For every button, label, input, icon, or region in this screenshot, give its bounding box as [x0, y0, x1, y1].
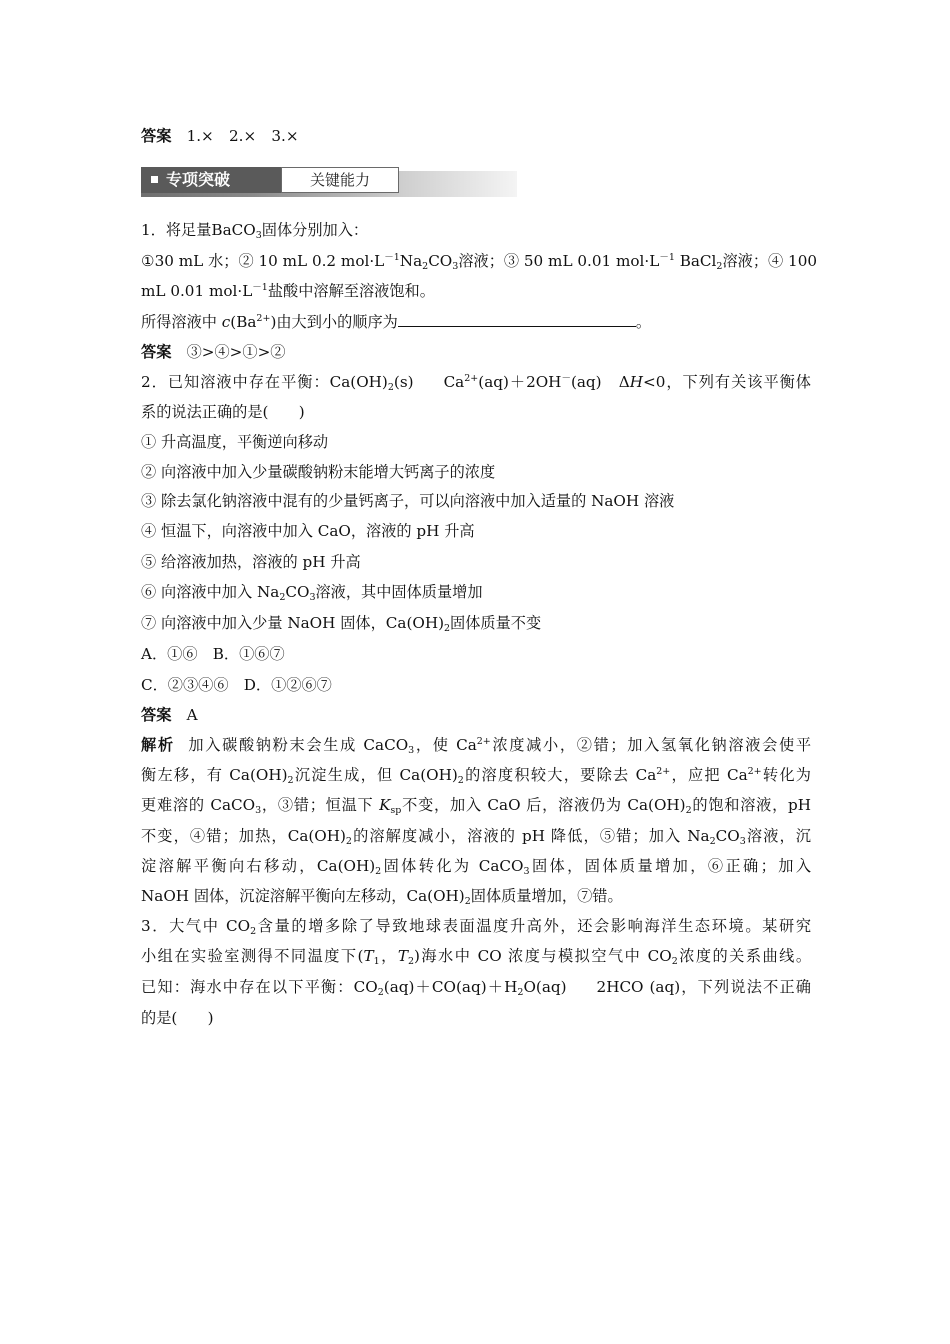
answer-line-0	[141, 126, 811, 146]
q2-choices-cd: C．②③④⑥ D．①②⑥⑦	[141, 676, 332, 694]
square-bullet-icon	[151, 176, 158, 183]
q2-explanation-1: 解析 加入碳酸钠粉末会生成 CaCO$_3$，使 $Ca^{2+}$浓度减小，②错；加入氢氧化钠溶液会使平	[141, 736, 812, 756]
q2-option-4: ④ 恒温下，向溶液中加入 CaO，溶液的 pH 升高	[141, 522, 475, 540]
answer-text: 1.× 2.× 3.×	[186, 127, 299, 145]
q2-option-3: ③ 除去氯化钠溶液中混有的少量钙离子，可以向溶液中加入适量的 NaOH 溶液	[141, 492, 675, 510]
q3-line-1: 3．大气中 $CO_2$含量的增多除了导致地球表面温度升高外，还会影响海洋生态环境。某研究	[141, 917, 812, 937]
answer-blank	[398, 312, 636, 327]
q1-line-1: 1．将足量BaCO$_3$固体分别加入：	[141, 221, 369, 241]
q1-line-4: 所得溶液中 $c(Ba^{2+})$由大到小的顺序为 。	[141, 313, 652, 331]
q2-explanation-5: 淀溶解平衡向右移动，$Ca(OH)_2$固体转化为 CaCO$_3$固体，固体质量增加，⑥正确；加入	[141, 857, 812, 877]
banner-subtitle: 关键能力	[281, 167, 399, 193]
q2-option-7: ⑦ 向溶液中加入少量 NaOH 固体，$Ca(OH)_2$固体质量不变	[141, 614, 542, 634]
q1-line-2: ①30 mL 水；② 10 mL 0.2 $mol\cdot L^{-1}Na_2CO_3$溶液；③ 50 mL 0.01 $mol\cdot L^{-1}$ BaCl$_2$溶液；④ 100	[141, 252, 818, 272]
banner-title	[141, 167, 281, 193]
q1-line-3: mL 0.01 $mol\cdot L^{-1}$盐酸中溶解至溶液饱和。	[141, 282, 435, 300]
q1-answer: 答案 ③>④>①>②	[141, 343, 286, 361]
banner-title-text: 专项突破	[166, 170, 231, 189]
q2-explanation-2: 衡左移，有 $Ca(OH)_2$沉淀生成，但 $Ca(OH)_2$的溶度积较大，要除去 $Ca^{2+}$，应把 $Ca^{2+}$转化为	[141, 766, 811, 786]
q3-line-2: 小组在实验室测得不同温度下($T_1$，$T_2$)海水中 CO 浓度与模拟空气中 $CO_2$浓度的关系曲线。	[141, 947, 812, 967]
section-banner	[141, 167, 517, 197]
q2-line-1: 2．已知溶液中存在平衡：$Ca(OH)_2(s)$ $Ca^{2+}(aq)+2OH^-(aq)$ ΔH<0，下列有关该平衡体	[141, 373, 811, 393]
q2-choices-ab: A．①⑥ B．①⑥⑦	[141, 645, 285, 663]
q2-line-2: 系的说法正确的是( )	[141, 403, 305, 421]
q2-option-6: ⑥ 向溶液中加入 $Na_2CO_3$溶液，其中固体质量增加	[141, 583, 483, 603]
q2-explanation-4: 不变，④错；加热，$Ca(OH)_2$的溶解度减小，溶液的 pH 降低，⑤错；加入 $Na_2CO_3$溶液，沉	[141, 827, 811, 847]
q2-explanation-3: 更难溶的 CaCO$_3$，③错；恒温下 $K_{sp}$不变，加入 CaO 后，溶液仍为 $Ca(OH)_2$的饱和溶液，pH	[141, 796, 812, 816]
q2-option-1: ① 升高温度，平衡逆向移动	[141, 433, 329, 451]
q2-explanation-6: NaOH 固体，沉淀溶解平衡向左移动，$Ca(OH)_2$固体质量增加，⑦错。	[141, 887, 623, 907]
q3-line-3: 已知：海水中存在以下平衡：$CO_2(aq)+CO(aq)+H_2O(aq)$ 2HCO (aq)，下列说法不正确	[141, 978, 811, 998]
q2-option-5: ⑤ 给溶液加热，溶液的 pH 升高	[141, 553, 361, 571]
q2-answer: 答案 A	[141, 706, 198, 724]
q3-line-4: 的是( )	[141, 1009, 214, 1027]
q2-option-2: ② 向溶液中加入少量碳酸钠粉末能增大钙离子的浓度	[141, 463, 496, 481]
answer-label: 答案	[141, 127, 172, 145]
